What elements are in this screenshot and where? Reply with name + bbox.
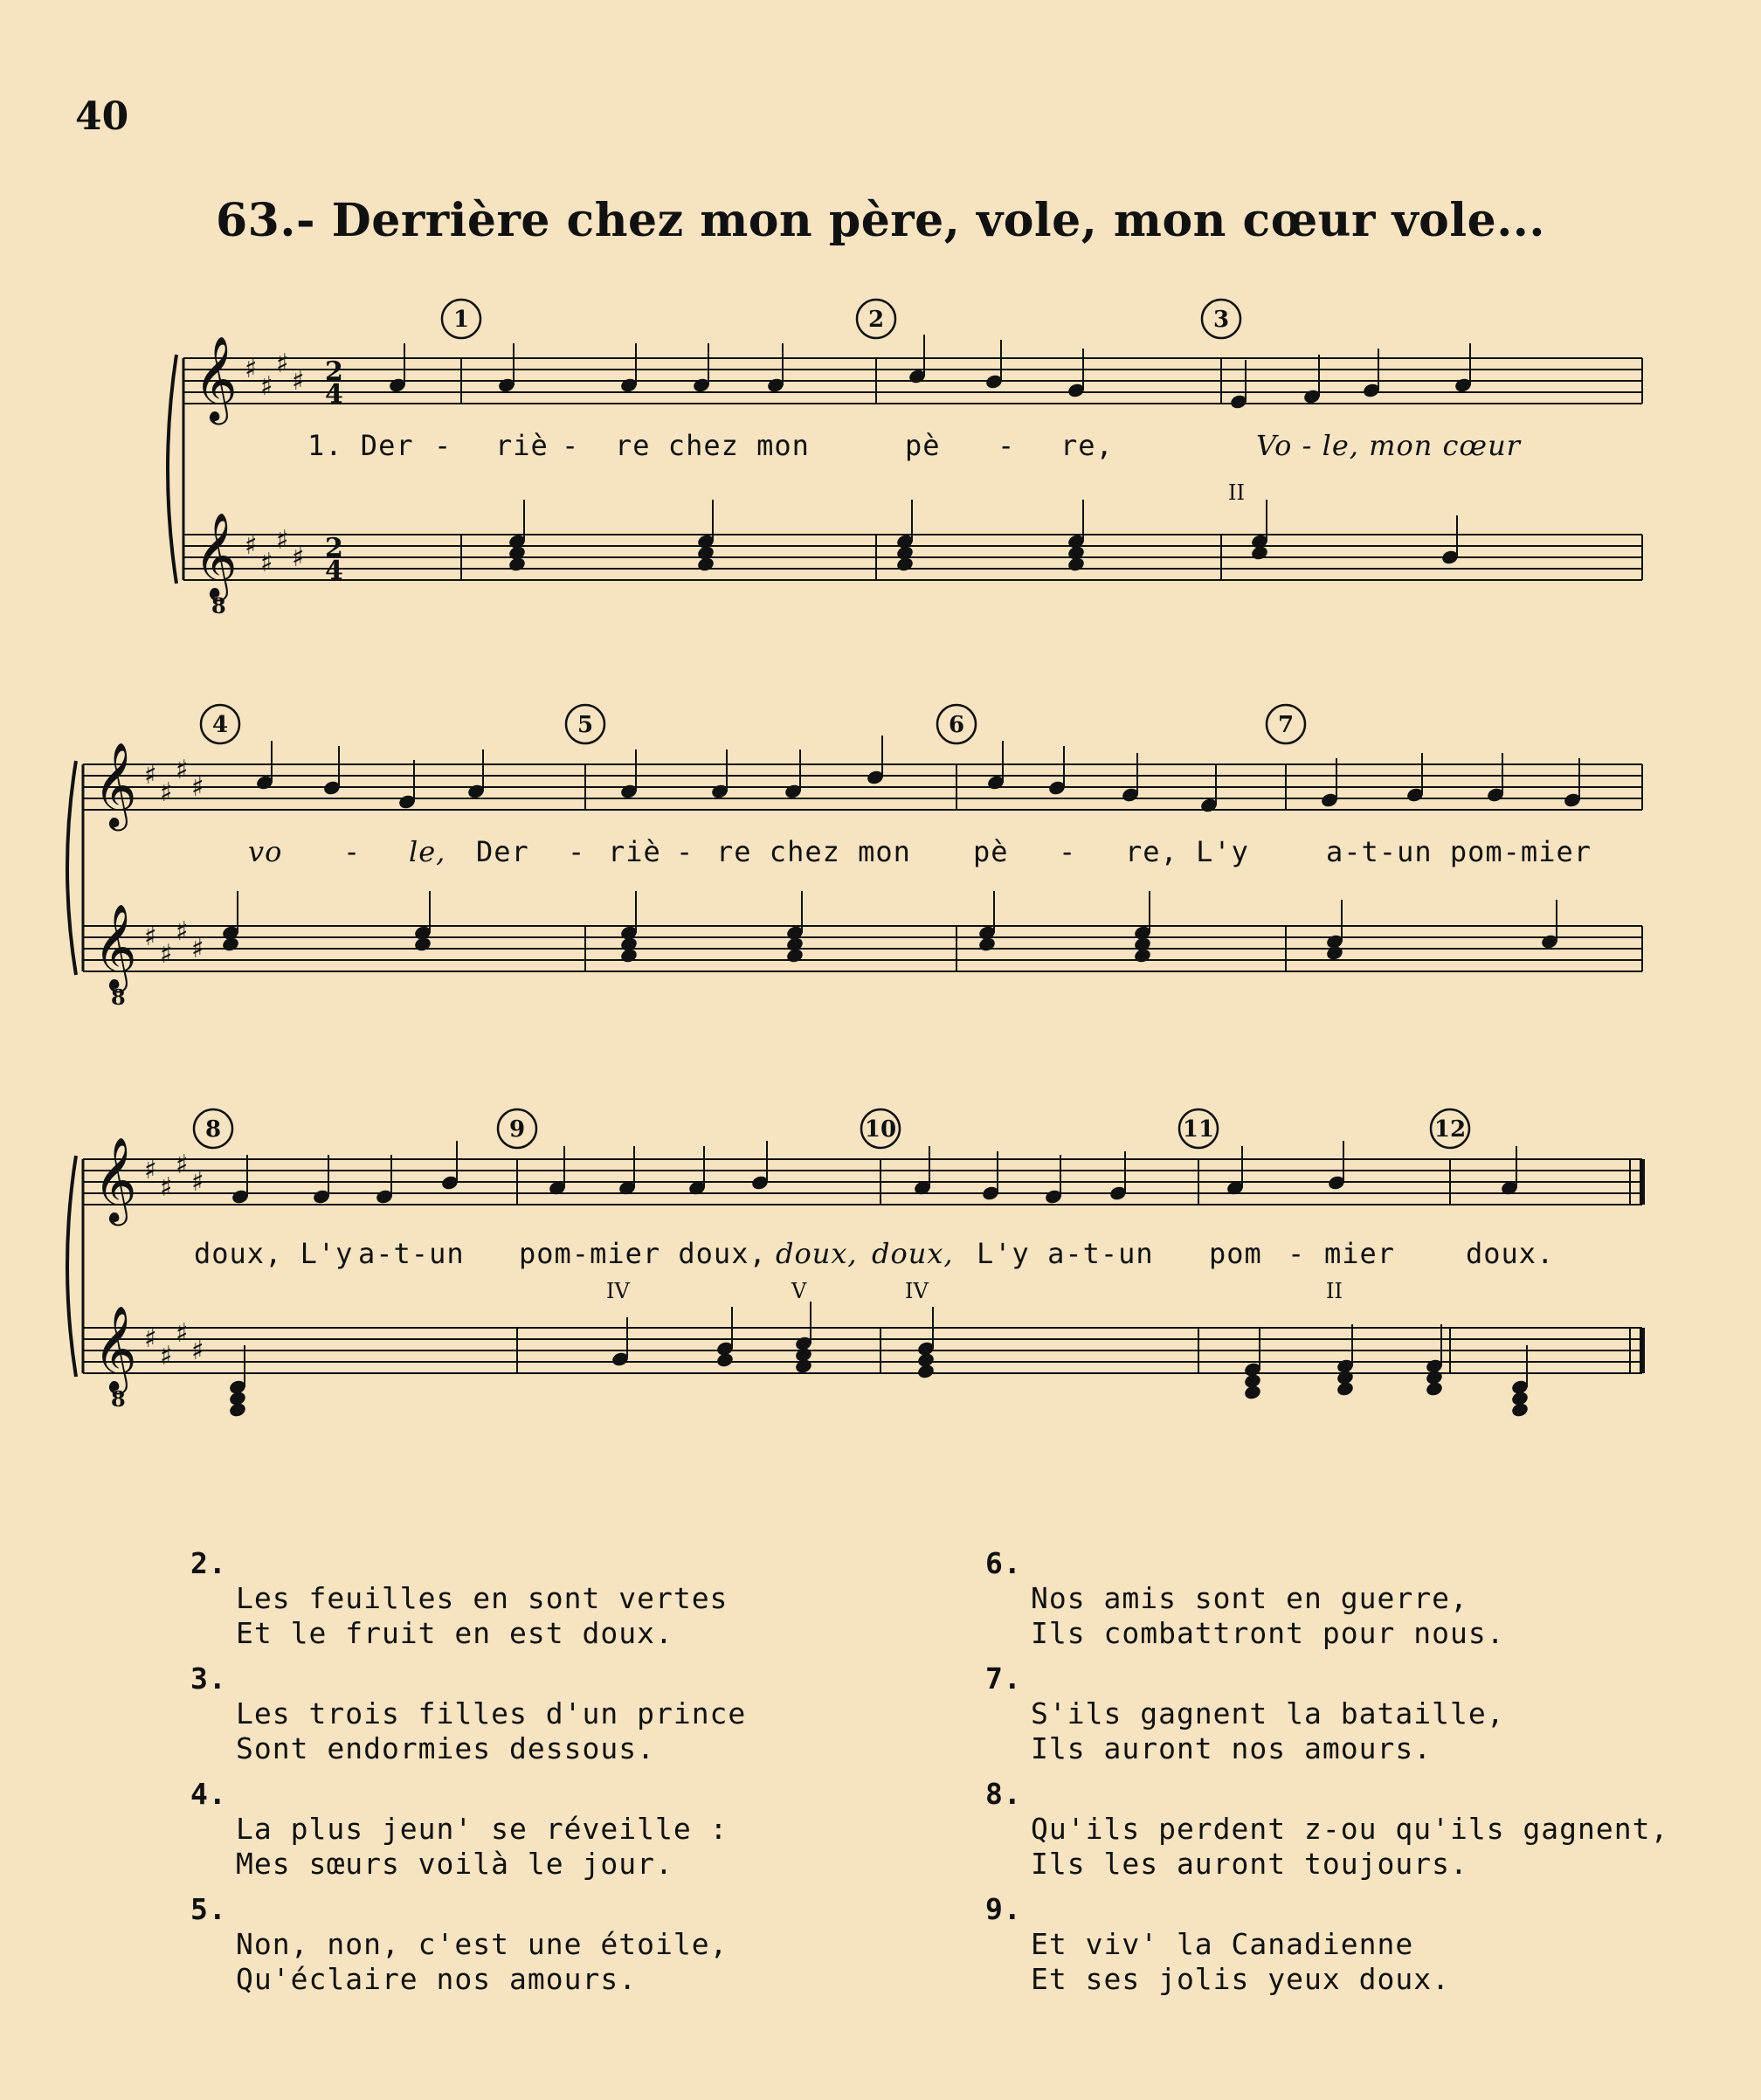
verse-5 [190,1892,907,1997]
verse-line: Les feuilles en sont vertes [236,1581,729,1615]
measure-number: 1 [452,307,470,333]
brace-icon [67,1156,76,1377]
brace-icon [168,355,176,584]
treble-clef-icon: 𝄞 [93,742,137,827]
lyric-syllable: Vo - le, mon cœur [1256,429,1521,462]
brace-icon [67,761,76,975]
octave-mark: 8 [111,984,126,1010]
verse-number: 4. [190,1777,227,1811]
note-head [715,1351,735,1368]
song-title: 63.- Derrière chez mon père, vole, mon cœur vole... [216,194,1545,247]
lyric-syllable: doux, [776,1237,858,1270]
lyric-syllable: 1. Der [307,429,414,462]
lyric-syllable: pè [973,835,1009,868]
lyric-syllable: doux. [1466,1237,1555,1270]
position-marks [606,480,1343,1303]
verse-number: 8. [985,1777,1022,1811]
verse-line: S'ils gagnent la bataille, [1031,1696,1505,1730]
note-head [1243,1384,1262,1400]
lyric-syllable: mier [1324,1237,1396,1270]
lyric-syllable: - [562,429,580,462]
time-signature: 4 [325,379,343,410]
lyric-syllable: pè [905,429,941,462]
verse-2 [190,1546,907,1651]
lyric-syllable: le, [409,835,446,868]
position-mark: V [791,1279,807,1303]
measure-number: 10 [864,1116,897,1143]
verse-6 [985,1546,1702,1651]
lyric-syllable: re chez mon [615,429,810,462]
verse-line: Et viv' la Canadienne [1031,1927,1414,1961]
sharp-icon: ♯ [160,1341,173,1371]
lyric-syllable: doux, L'y [194,1237,354,1270]
verse-line: Les trois filles d'un prince [236,1696,747,1730]
lyric-syllable: - [998,429,1016,462]
verse-line: Non, non, c'est une étoile, [236,1927,729,1961]
treble-clef-icon: 𝄞 [194,512,238,598]
verse-line: Mes sœurs voilà le jour. [236,1847,673,1881]
lyric-syllable: - [676,835,694,868]
lyric-syllable: Der [476,835,529,868]
lyric-syllable: - [434,429,452,462]
lyrics-line-3 [194,1237,1554,1270]
measure-number: 8 [204,1116,222,1143]
verse-line: Et ses jolis yeux doux. [1031,1962,1450,1996]
position-mark: II [1228,480,1245,505]
position-mark: II [1326,1279,1343,1303]
sharp-icon: ♯ [276,525,289,556]
lyric-syllable: a-t-un pom-mier [1326,835,1592,868]
sharp-icon: ♯ [176,1150,189,1180]
lyric-syllable: - [1288,1237,1306,1270]
time-signature: 2 [325,533,343,563]
verse-number: 6. [985,1546,1022,1580]
lyrics-line-1 [307,429,1522,462]
measure-number: 7 [1277,712,1295,738]
sharp-icon: ♯ [160,777,173,808]
sharp-icon: ♯ [176,916,189,947]
lyrics-line-2 [248,835,1592,868]
verse-line: Qu'ils perdent z-ou qu'ils gagnent, [1031,1812,1669,1846]
lyric-syllable: riè [495,429,549,462]
sharp-icon: ♯ [176,755,189,785]
sharp-icon: ♯ [292,366,305,397]
note-head [916,1363,936,1379]
note-head [228,1401,247,1418]
verse-line: Et le fruit en est doux. [236,1616,673,1650]
measure-number: 2 [867,307,885,333]
verse-number: 7. [985,1661,1022,1696]
verse-9 [985,1892,1702,1997]
lyric-syllable: re, L'y [1125,835,1249,868]
note-head [977,936,997,952]
note-head [221,936,240,952]
lyric-syllable: pom [1209,1237,1262,1270]
measure-numbers [194,300,1469,1148]
lyric-syllable: doux, [872,1237,954,1270]
note-head [619,947,639,964]
sharp-icon: ♯ [276,349,289,379]
sharp-icon: ♯ [160,939,173,970]
note-head [508,556,527,572]
sharp-icon: ♯ [260,371,273,402]
sharp-icon: ♯ [160,1172,173,1203]
lyric-syllable: re chez mon [716,835,911,868]
verse-line: Qu'éclaire nos amours. [236,1962,638,1996]
note-head [1510,1401,1530,1418]
note-head [1336,1380,1355,1397]
note-head [413,936,432,952]
lyric-syllable: L'y a-t-un [977,1237,1154,1270]
verse-8 [985,1777,1702,1882]
position-mark: IV [606,1279,630,1303]
position-mark: IV [905,1279,929,1303]
lyric-syllable: riè [608,835,661,868]
time-signature: 4 [325,556,343,586]
measure-number: 4 [211,712,229,738]
note-head [1067,556,1086,572]
sharp-icon: ♯ [144,1323,157,1354]
note-head [1425,1380,1444,1397]
lyric-syllable: a-t-un [358,1237,465,1270]
note-head [794,1357,813,1374]
treble-clef-icon: 𝄞 [93,1136,137,1222]
sharp-icon: ♯ [191,1167,204,1198]
verse-line: La plus jeun' se réveille : [236,1812,729,1846]
verse-line: Sont endormies dessous. [236,1731,655,1765]
verse-number: 3. [190,1661,227,1696]
sharp-icon: ♯ [260,548,273,578]
note-head [785,947,805,964]
note-head [895,556,915,572]
verse-number: 5. [190,1892,227,1926]
lyric-syllable: pom-mier doux, [519,1237,767,1270]
treble-clef-icon: 𝄞 [93,1305,137,1391]
verse-line: Ils combattront pour nous. [1031,1616,1505,1650]
lyric-syllable: - [1059,835,1077,868]
verse-number: 2. [190,1546,227,1580]
measure-number: 3 [1212,307,1230,333]
treble-clef-icon: 𝄞 [194,335,238,421]
treble-clef-icon: 𝄞 [93,903,137,989]
sharp-icon: ♯ [144,760,157,791]
note-head [1133,947,1152,964]
measure-number: 11 [1182,1116,1215,1143]
sharp-icon: ♯ [176,1318,189,1349]
measure-number: 5 [577,712,594,738]
lyric-syllable: - [343,835,362,868]
sharp-icon: ♯ [144,922,157,952]
lyric-syllable: - [568,835,586,868]
measure-number: 9 [508,1116,526,1143]
verse-line: Ils auront nos amours. [1031,1731,1433,1765]
octave-mark: 8 [211,593,226,618]
verse-line: Nos amis sont en guerre, [1031,1581,1468,1615]
sharp-icon: ♯ [191,772,204,803]
verse-4 [190,1777,907,1882]
lyric-syllable: vo [248,835,283,868]
note-head [696,556,715,572]
sharp-icon: ♯ [245,530,258,561]
sharp-icon: ♯ [292,542,305,573]
sharp-icon: ♯ [245,354,258,384]
sharp-icon: ♯ [191,1336,204,1366]
sharp-icon: ♯ [191,934,204,964]
measure-number: 6 [948,712,965,738]
note-head [1325,944,1344,961]
octave-mark: 8 [111,1386,126,1412]
time-signature: 2 [325,356,343,387]
sharp-icon: ♯ [144,1155,157,1185]
page-number: 40 [75,94,129,139]
lyric-syllable: re, [1060,429,1114,462]
note-head [1250,544,1269,561]
measure-number: 12 [1433,1116,1467,1143]
verse-number: 9. [985,1892,1022,1926]
verse-line: Ils les auront toujours. [1031,1847,1468,1881]
verse-3 [190,1661,907,1766]
verse-7 [985,1661,1702,1766]
